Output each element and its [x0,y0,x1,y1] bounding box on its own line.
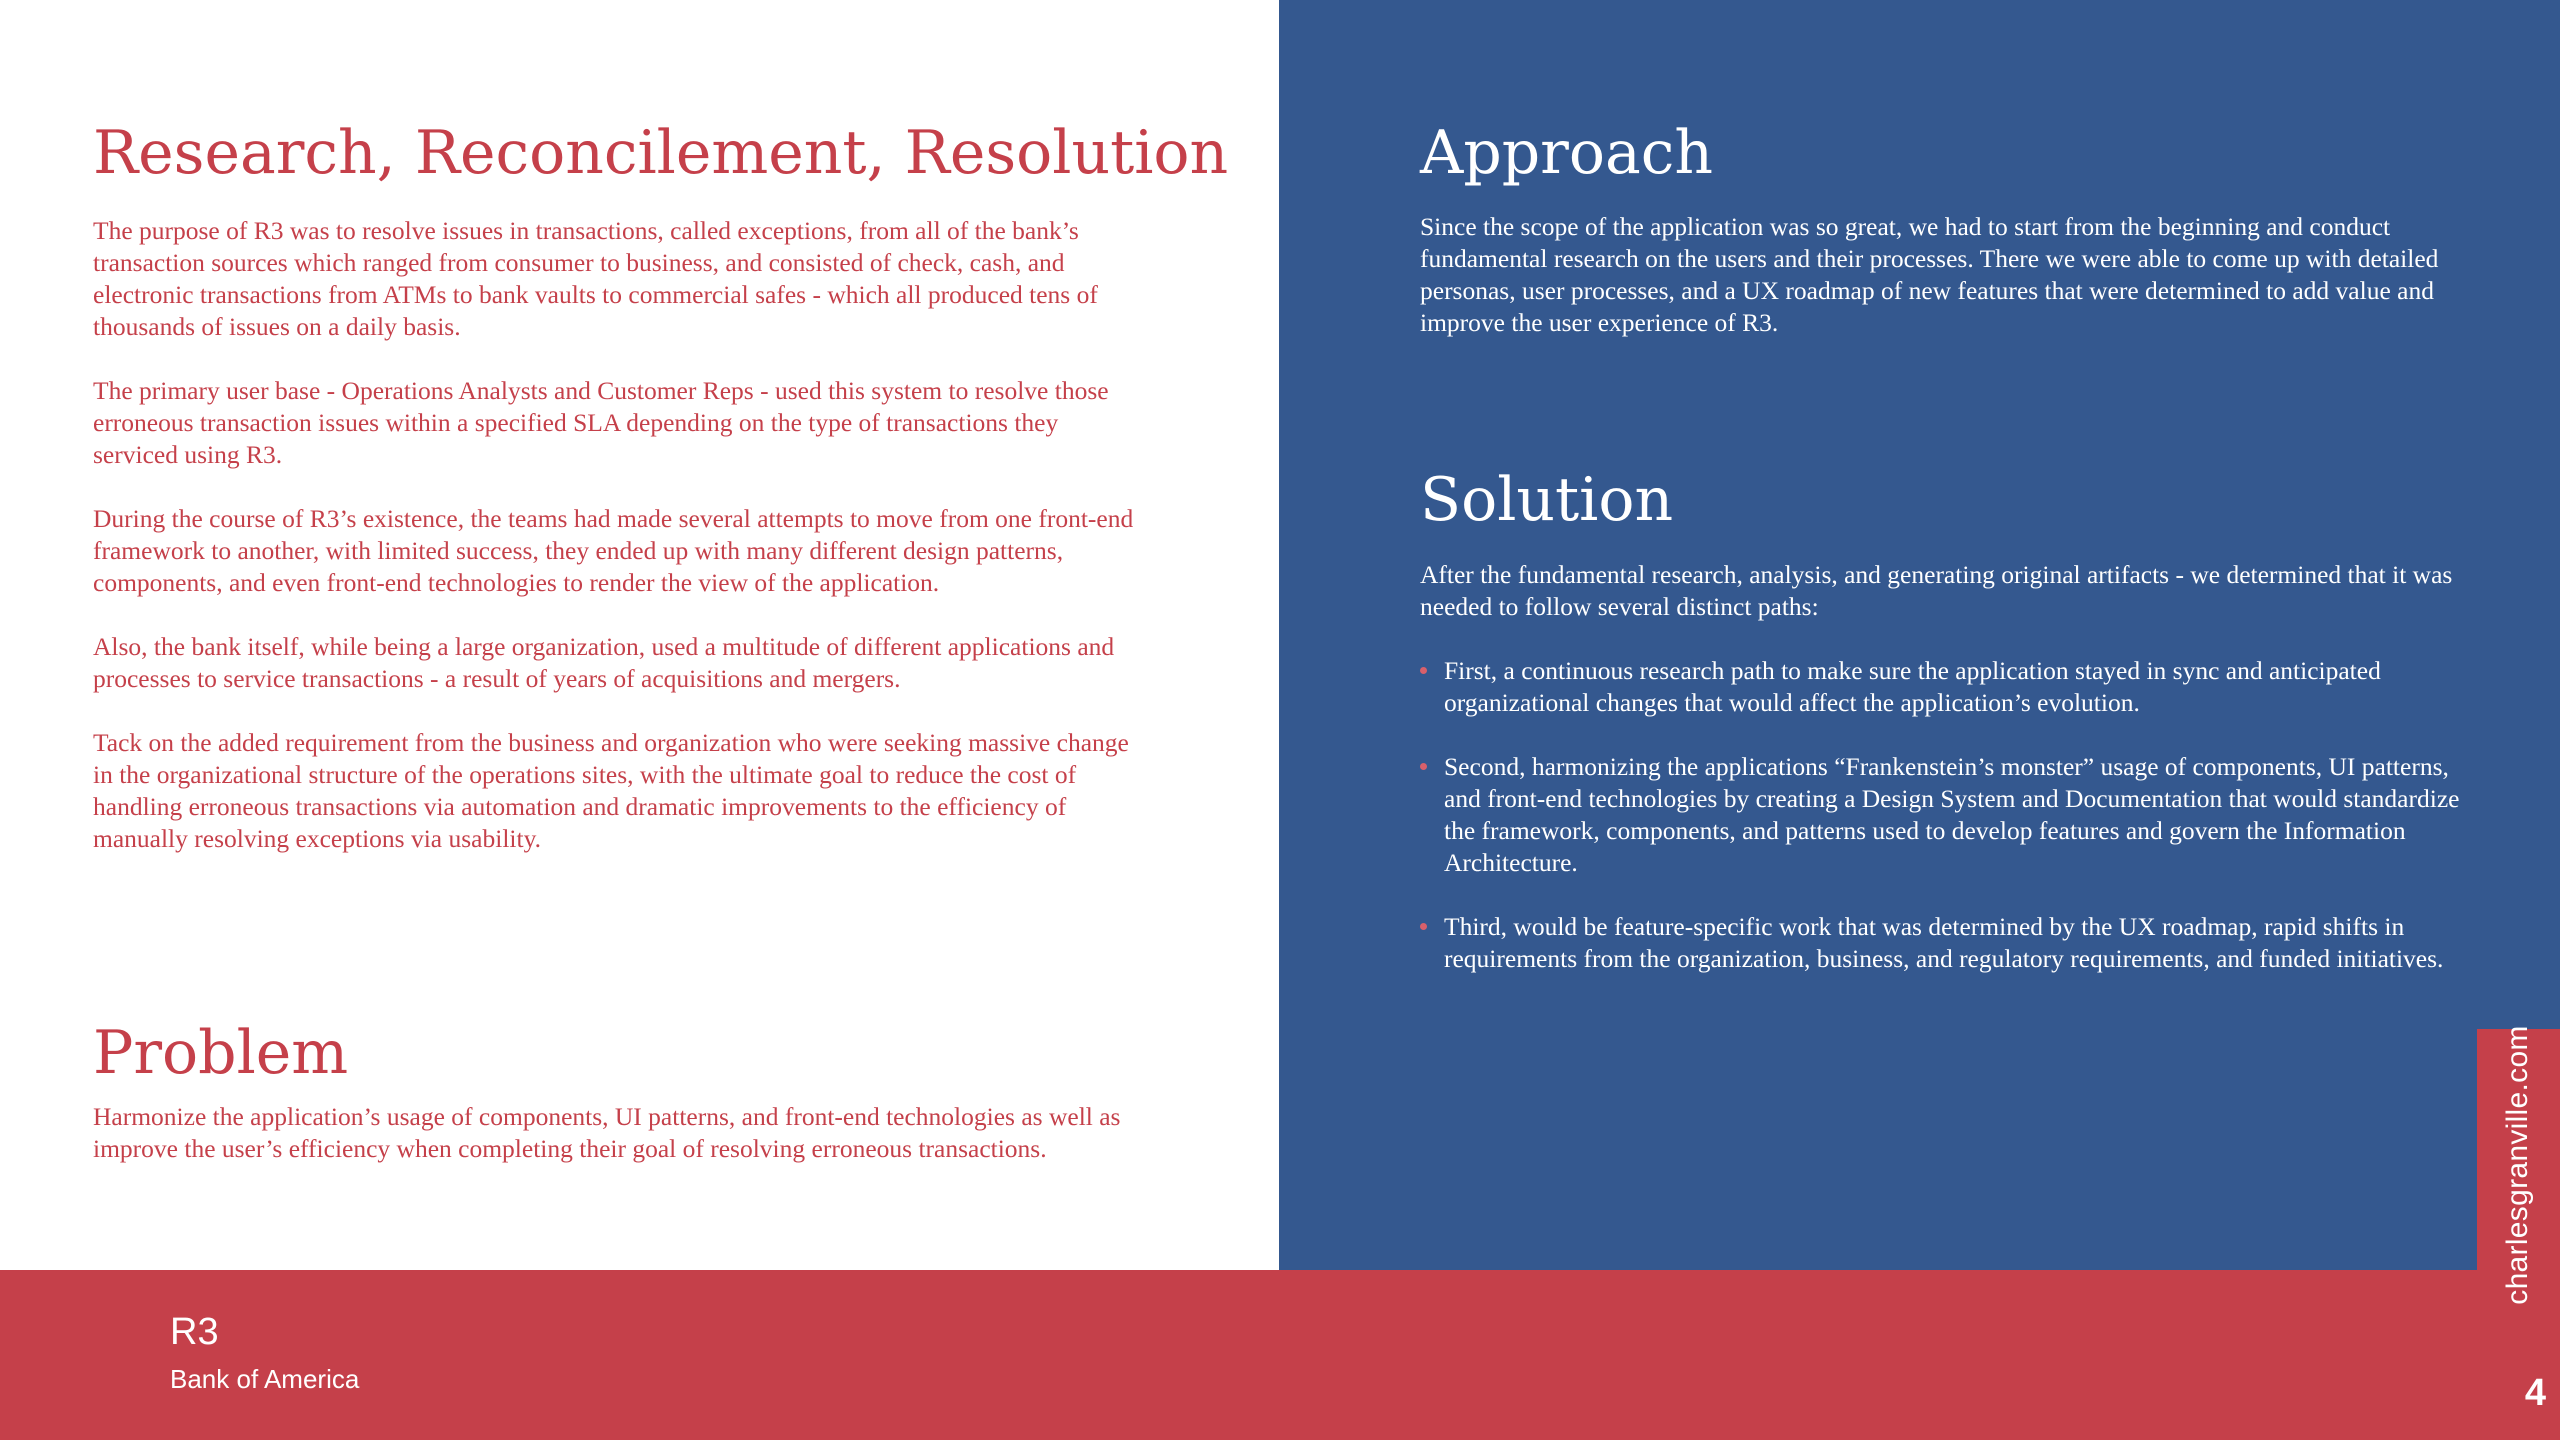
solution-item-text: First, a continuous research path to make sure the application stayed in sync and anticipated organizational changes that would affect the application’s evolution. [1444,656,2381,717]
footer-bar [0,1270,2560,1440]
solution-item-text: Second, harmonizing the applications “Frankenstein’s monster” usage of components, UI patterns, and front-end technologies by creating a Design System and Documentation that would standardize the framework, components, and patterns used to develop features and govern the Information Architecture. [1444,752,2460,877]
client-name: Bank of America [170,1364,360,1394]
intro-paragraph: Also, the bank itself, while being a large organization, used a multitude of different applications and processes to service transactions - a result of years of acquisitions and mergers. [93,632,1115,693]
solution-list-item [1420,751,2480,879]
page-title: Research, Reconcilement, Resolution [93,118,1229,188]
solution-intro: After the fundamental research, analysis, and generating original artifacts - we determined that it was needed to follow several distinct paths: [1420,560,2453,621]
approach-heading: Approach [1420,118,1713,188]
solution-heading: Solution [1420,465,1674,535]
problem-copy [93,1101,1123,1165]
approach-copy [1420,211,2480,339]
intro-paragraph: The purpose of R3 was to resolve issues in transactions, called exceptions, from all of the bank’s transaction sources which ranged from consumer to business, and consisted of check, cash, and electronic transactions from ATMs to bank vaults to commercial safes - which all produced tens of thousands of issues on a daily basis. [93,216,1098,341]
intro-paragraph: During the course of R3’s existence, the teams had made several attempts to move from one front-end framework to another, with limited success, they ended up with many different design patterns, components, and even front-end technologies to render the view of the application. [93,504,1134,597]
solution-list [1420,655,2480,975]
intro-paragraph: Tack on the added requirement from the business and organization who were seeking massive change in the organizational structure of the operations sites, with the ultimate goal to reduce the cost of handling erroneous transactions via automation and dramatic improvements to the efficiency of manually resolving exceptions via usability. [93,728,1129,853]
bullet-icon [1420,763,1427,770]
website-link[interactable]: charlesgranville.com [2501,1025,2534,1305]
problem-text: Harmonize the application’s usage of components, UI patterns, and front-end technologies as well as improve the user’s efficiency when completing their goal of resolving erroneous transactions. [93,1102,1121,1163]
solution-item-text: Third, would be feature-specific work that was determined by the UX roadmap, rapid shifts in requirements from the organization, business, and regulatory requirements, and funded initiatives. [1444,912,2444,973]
solution-list-item [1420,655,2480,719]
project-name: R3 [170,1311,219,1353]
approach-text: Since the scope of the application was so great, we had to start from the beginning and conduct fundamental research on the users and their processes. There we were able to come up with detailed personas, user processes, and a UX roadmap of new features that were determined to add value and improve the user experience of R3. [1420,212,2439,337]
solution-list-item [1420,911,2480,975]
intro-copy [93,215,1143,855]
solution-copy [1420,559,2480,975]
intro-paragraph: The primary user base - Operations Analysts and Customer Reps - used this system to resolve those erroneous transaction issues within a specified SLA depending on the type of transactions they serviced using R3. [93,376,1109,469]
problem-heading: Problem [93,1018,349,1088]
bullet-icon [1420,923,1427,930]
bullet-icon [1420,667,1427,674]
page-number: 4 [2524,1372,2546,1414]
